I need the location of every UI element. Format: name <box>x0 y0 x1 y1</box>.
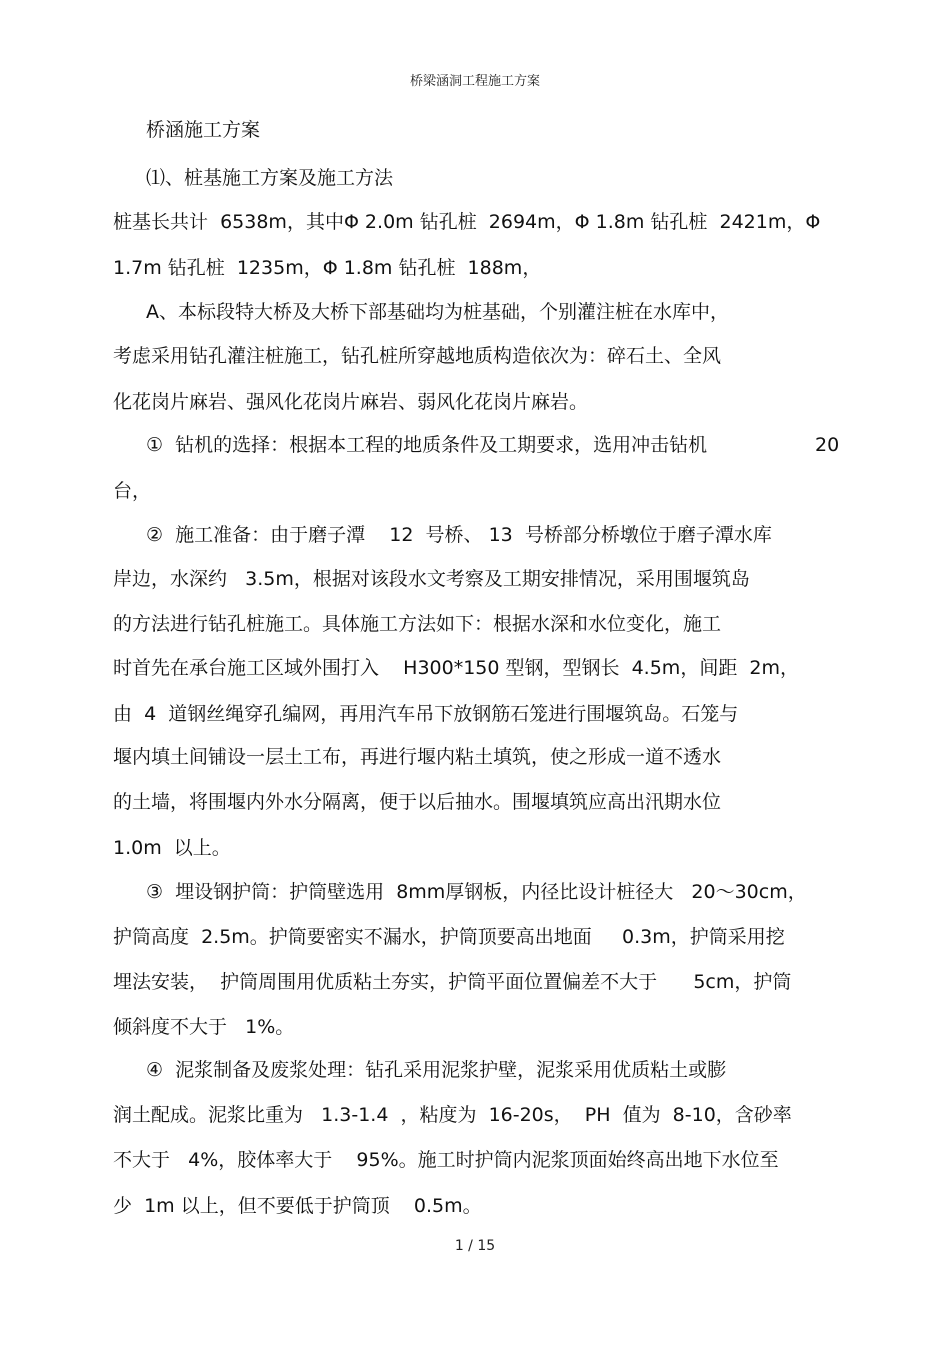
paragraph-line: 护筒高度 2.5m。护筒要密实不漏水，护筒顶要高出地面 0.3m，护筒采用挖 <box>113 926 785 948</box>
paragraph-line: 台， <box>113 480 152 502</box>
page-number: 1 / 15 <box>454 1238 496 1254</box>
paragraph-line: ② 施工准备：由于磨子潭 12 号桥、 13 号桥部分桥墩位于磨子潭水库 <box>146 524 772 546</box>
paragraph-line: 不大于 4%，胶体率大于 95%。施工时护筒内泥浆顶面始终高出地下水位至 <box>113 1149 779 1171</box>
paragraph-line: 桩基长共计 6538m，其中Φ 2.0m 钻孔桩 2694m，Φ 1.8m 钻孔桩 2421m，Φ <box>113 211 821 233</box>
doc-title: 桥涵施工方案 <box>146 119 261 141</box>
paragraph-line: 的土墙，将围堰内外水分隔离，便于以后抽水。围堰填筑应高出汛期水位 <box>113 791 722 813</box>
section-heading: ⑴、桩基施工方案及施工方法 <box>146 167 394 189</box>
paragraph-line: A、本标段特大桥及大桥下部基础均为桩基础，个别灌注桩在水库中， <box>146 301 729 323</box>
paragraph-line: ④ 泥浆制备及废浆处理：钻孔采用泥浆护壁，泥浆采用优质粘土或膨 <box>146 1059 727 1081</box>
paragraph-line: ③ 埋设钢护筒：护筒壁选用 8mm厚钢板，内径比设计桩径大 20～30cm， <box>146 881 807 903</box>
paragraph-line: 埋法安装， 护筒周围用优质粘土夯实，护筒平面位置偏差不大于 5cm，护筒 <box>113 971 792 993</box>
drill-count: 20 <box>815 434 840 456</box>
paragraph-line: 1.7m 钻孔桩 1235m，Φ 1.8m 钻孔桩 188m， <box>113 257 542 279</box>
paragraph-line: 少 1m 以上，但不要低于护筒顶 0.5m。 <box>113 1195 482 1217</box>
paragraph-line: 的方法进行钻孔桩施工。具体施工方法如下：根据水深和水位变化，施工 <box>113 613 722 635</box>
paragraph-line: 倾斜度不大于 1%。 <box>113 1016 295 1038</box>
paragraph-line: 润土配成。泥浆比重为 1.3-1.4 ，粘度为 16-20s， PH 值为 8-10，含砂率 <box>113 1104 792 1126</box>
paragraph-line: 由 4 道钢丝绳穿孔编网，再用汽车吊下放钢筋石笼进行围堰筑岛。石笼与 <box>113 703 739 725</box>
paragraph-line: 考虑采用钻孔灌注桩施工，钻孔桩所穿越地质构造依次为：碎石土、全风 <box>113 345 722 367</box>
running-header: 桥梁涵洞工程施工方案 <box>409 74 540 89</box>
paragraph-line: 岸边，水深约 3.5m，根据对该段水文考察及工期安排情况，采用围堰筑岛 <box>113 568 750 590</box>
paragraph-line: 化花岗片麻岩、强风化花岗片麻岩、弱风化花岗片麻岩。 <box>113 391 589 413</box>
paragraph-line: 堰内填土间铺设一层土工布，再进行堰内粘土填筑，使之形成一道不透水 <box>113 746 722 768</box>
paragraph-line: 1.0m 以上。 <box>113 837 231 859</box>
paragraph-line: 时首先在承台施工区域外围打入 H300*150 型钢，型钢长 4.5m，间距 2m， <box>113 657 799 679</box>
paragraph-line: ① 钻机的选择：根据本工程的地质条件及工期要求，选用冲击钻机 <box>146 434 708 456</box>
